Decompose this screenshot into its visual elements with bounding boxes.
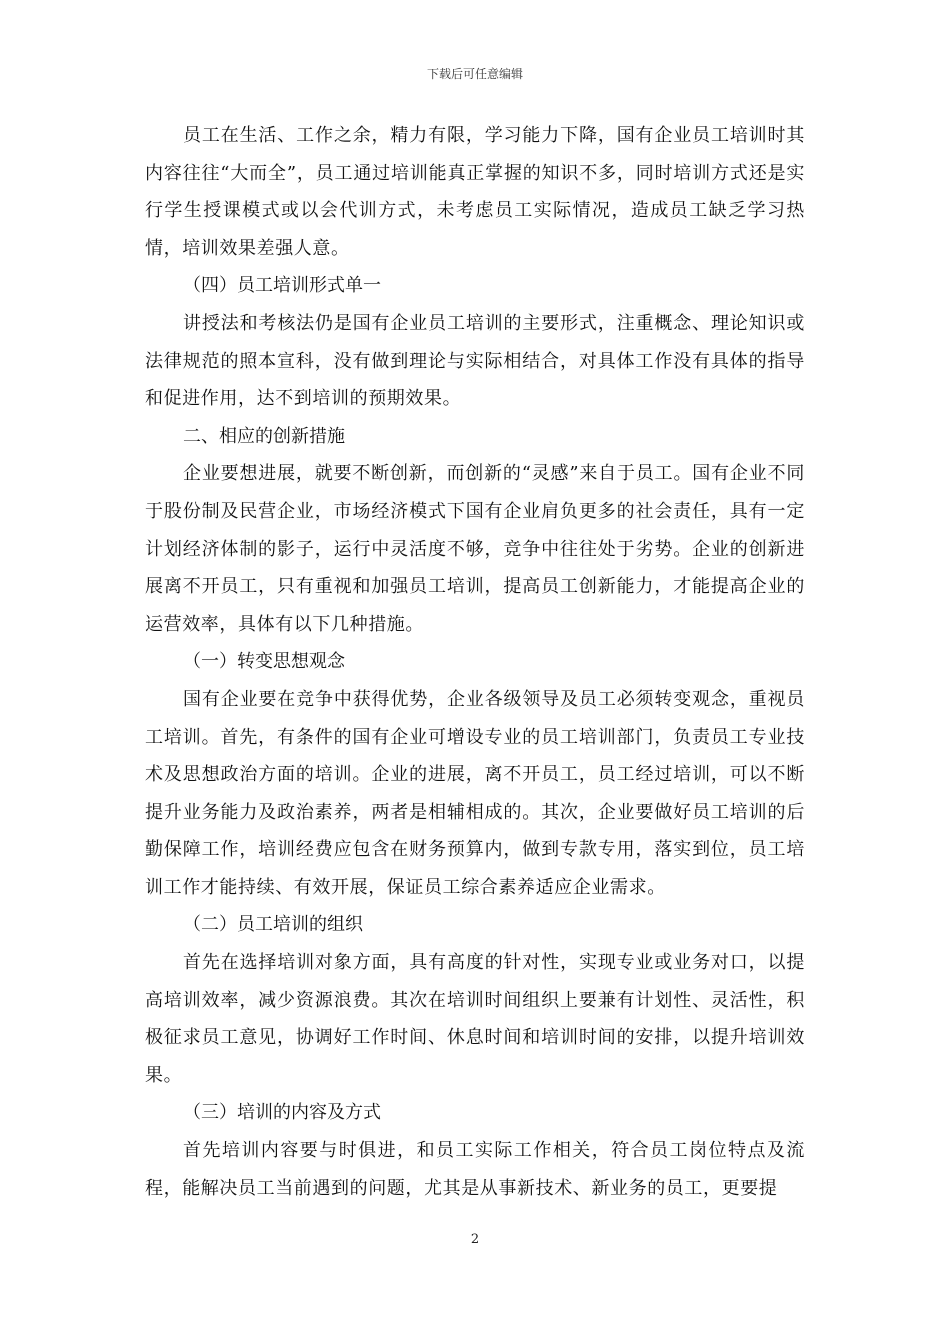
paragraph-change-mindset: 国有企业要在竞争中获得优势，企业各级领导及员工必须转变观念，重视员工培训。首先，有条件的国有企业可增设专业的员工培训部门，负责员工专业技术及思想政治方面的培训。企业的进展，离不开员工，员工经过培训，可以不断提升业务能力及政治素养，两者是相辅相成的。其次，企业要做好员工培训的后勤保障工作，培训经费应包含在财务预算内，做到专款专用，落实到位，员工培训工作才能持续、有效开展，保证员工综合素养适应企业需求。 xyxy=(145,688,805,898)
section-heading-2: （二）员工培训的组织 xyxy=(183,914,363,936)
paragraph-training-form: 讲授法和考核法仍是国有企业员工培训的主要形式，注重概念、理论知识或法律规范的照本宣科，没有做到理论与实际相结合，对具体工作没有具体的指导和促进作用，达不到培训的预期效果。 xyxy=(145,312,805,410)
section-heading-4: （四）员工培训形式单一 xyxy=(183,275,381,297)
section-heading-3: （三）培训的内容及方式 xyxy=(183,1102,381,1124)
paragraph-training-content-issue: 员工在生活、工作之余，精力有限，学习能力下降，国有企业员工培训时其内容往往“大而全”，员工通过培训能真正掌握的知识不多，同时培训方式还是实行学生授课模式或以会代训方式，未考虑员工实际情况，造成员工缺乏学习热情，培训效果差强人意。 xyxy=(145,125,805,259)
page-number: 2 xyxy=(470,1232,480,1247)
paragraph-innovation-intro: 企业要想进展，就要不断创新，而创新的“灵感”来自于员工。国有企业不同于股份制及民营企业，市场经济模式下国有企业肩负更多的社会责任，具有一定计划经济体制的影子，运行中灵活度不够，竞争中往往处于劣势。企业的创新进展离不开员工，只有重视和加强员工培训，提高员工创新能力，才能提高企业的运营效率，具体有以下几种措施。 xyxy=(145,463,805,635)
paragraph-training-organization: 首先在选择培训对象方面，具有高度的针对性，实现专业或业务对口，以提高培训效率，减少资源浪费。其次在培训时间组织上要兼有计划性、灵活性，积极征求员工意见，协调好工作时间、休息时间和培训时间的安排，以提升培训效果。 xyxy=(145,952,805,1086)
chapter-heading-innovation: 二、相应的创新措施 xyxy=(183,425,345,447)
document-body xyxy=(145,117,805,1207)
paragraph-training-content-method: 首先培训内容要与时俱进，和员工实际工作相关，符合员工岗位特点及流程，能解决员工当前遇到的问题，尤其是从事新技术、新业务的员工，更要提 xyxy=(145,1140,805,1199)
section-heading-1: （一）转变思想观念 xyxy=(183,651,345,673)
page-header: 下载后可任意编辑 xyxy=(426,67,523,81)
